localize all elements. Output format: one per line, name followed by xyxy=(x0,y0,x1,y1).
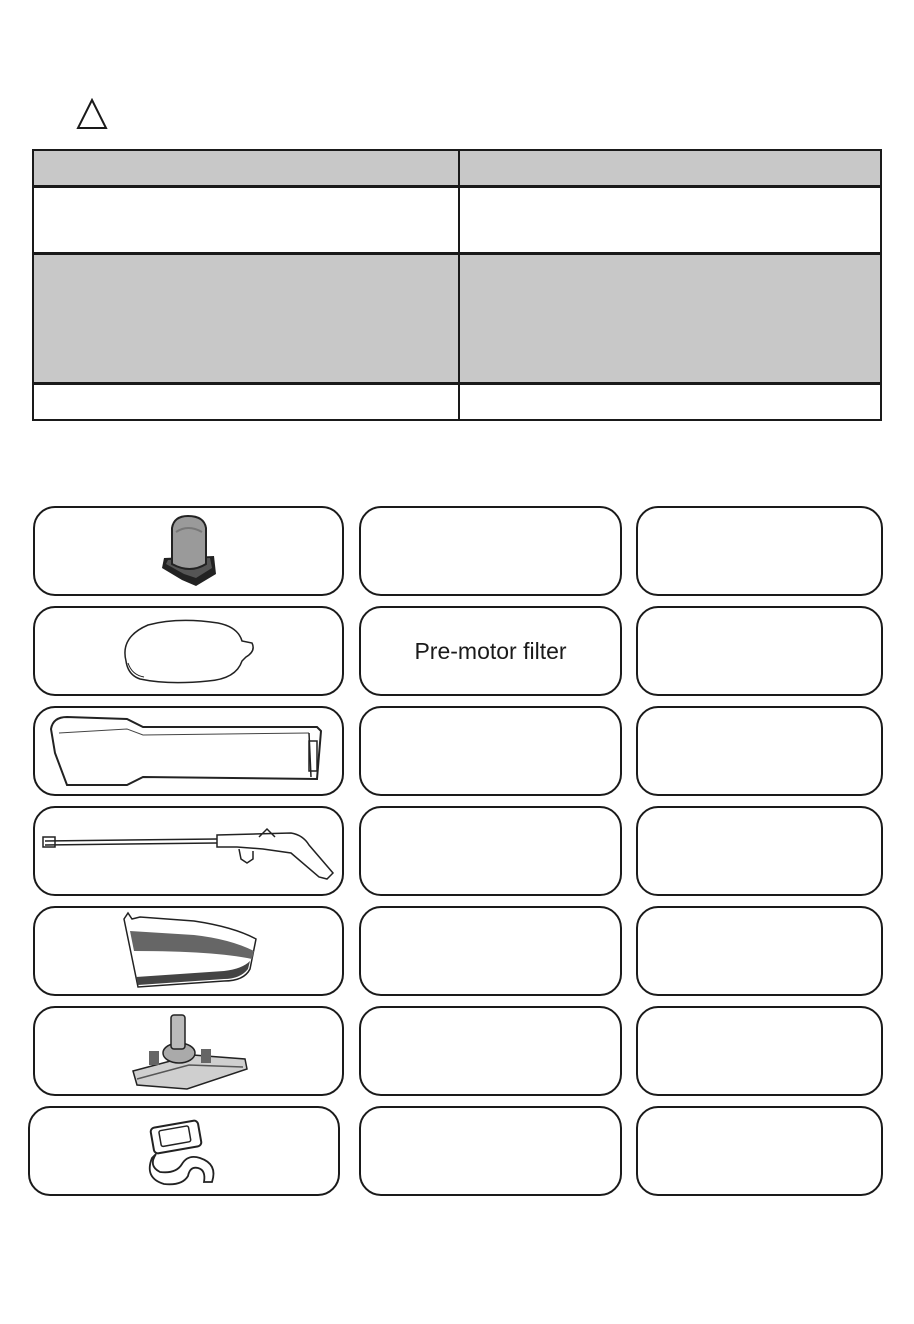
extension-handle-icon xyxy=(41,819,337,883)
table-cell xyxy=(34,385,458,419)
table-cell xyxy=(34,188,458,252)
part-image-box xyxy=(33,506,344,596)
part-image-box xyxy=(33,706,344,796)
warning-triangle-icon xyxy=(76,98,108,130)
table-cell xyxy=(460,188,880,252)
table-cell xyxy=(460,385,880,419)
part-extra-box xyxy=(636,1106,883,1196)
dust-container-icon xyxy=(114,911,264,991)
part-extra-box xyxy=(636,606,883,696)
table-cell xyxy=(34,151,458,185)
part-name-box xyxy=(359,506,622,596)
table-cell xyxy=(460,151,880,185)
table-cell xyxy=(460,255,880,382)
part-extra-box xyxy=(636,906,883,996)
floor-brush-icon xyxy=(129,1009,249,1093)
part-image-box xyxy=(33,906,344,996)
info-table xyxy=(32,149,882,421)
part-image-box xyxy=(28,1106,340,1196)
part-name-box xyxy=(359,806,622,896)
filter-cone-icon xyxy=(154,514,224,588)
table-header-row xyxy=(34,151,880,185)
part-extra-box xyxy=(636,506,883,596)
part-image-box xyxy=(33,606,344,696)
table-row xyxy=(34,385,880,419)
part-extra-box xyxy=(636,1006,883,1096)
part-image-box xyxy=(33,1006,344,1096)
part-name-box xyxy=(359,706,622,796)
table-row xyxy=(34,188,880,252)
part-name-box xyxy=(359,1106,622,1196)
table-row xyxy=(34,255,880,382)
part-name-box xyxy=(359,606,622,696)
part-name-box xyxy=(359,906,622,996)
part-extra-box xyxy=(636,806,883,896)
part-extra-box xyxy=(636,706,883,796)
part-image-box xyxy=(33,806,344,896)
part-name: Pre-motor filter xyxy=(414,637,567,664)
crevice-tool-icon xyxy=(47,713,331,789)
part-name-box xyxy=(359,1006,622,1096)
tool-clip-icon xyxy=(142,1114,226,1188)
table-cell xyxy=(34,255,458,382)
pre-motor-filter-pad-icon xyxy=(118,617,260,685)
